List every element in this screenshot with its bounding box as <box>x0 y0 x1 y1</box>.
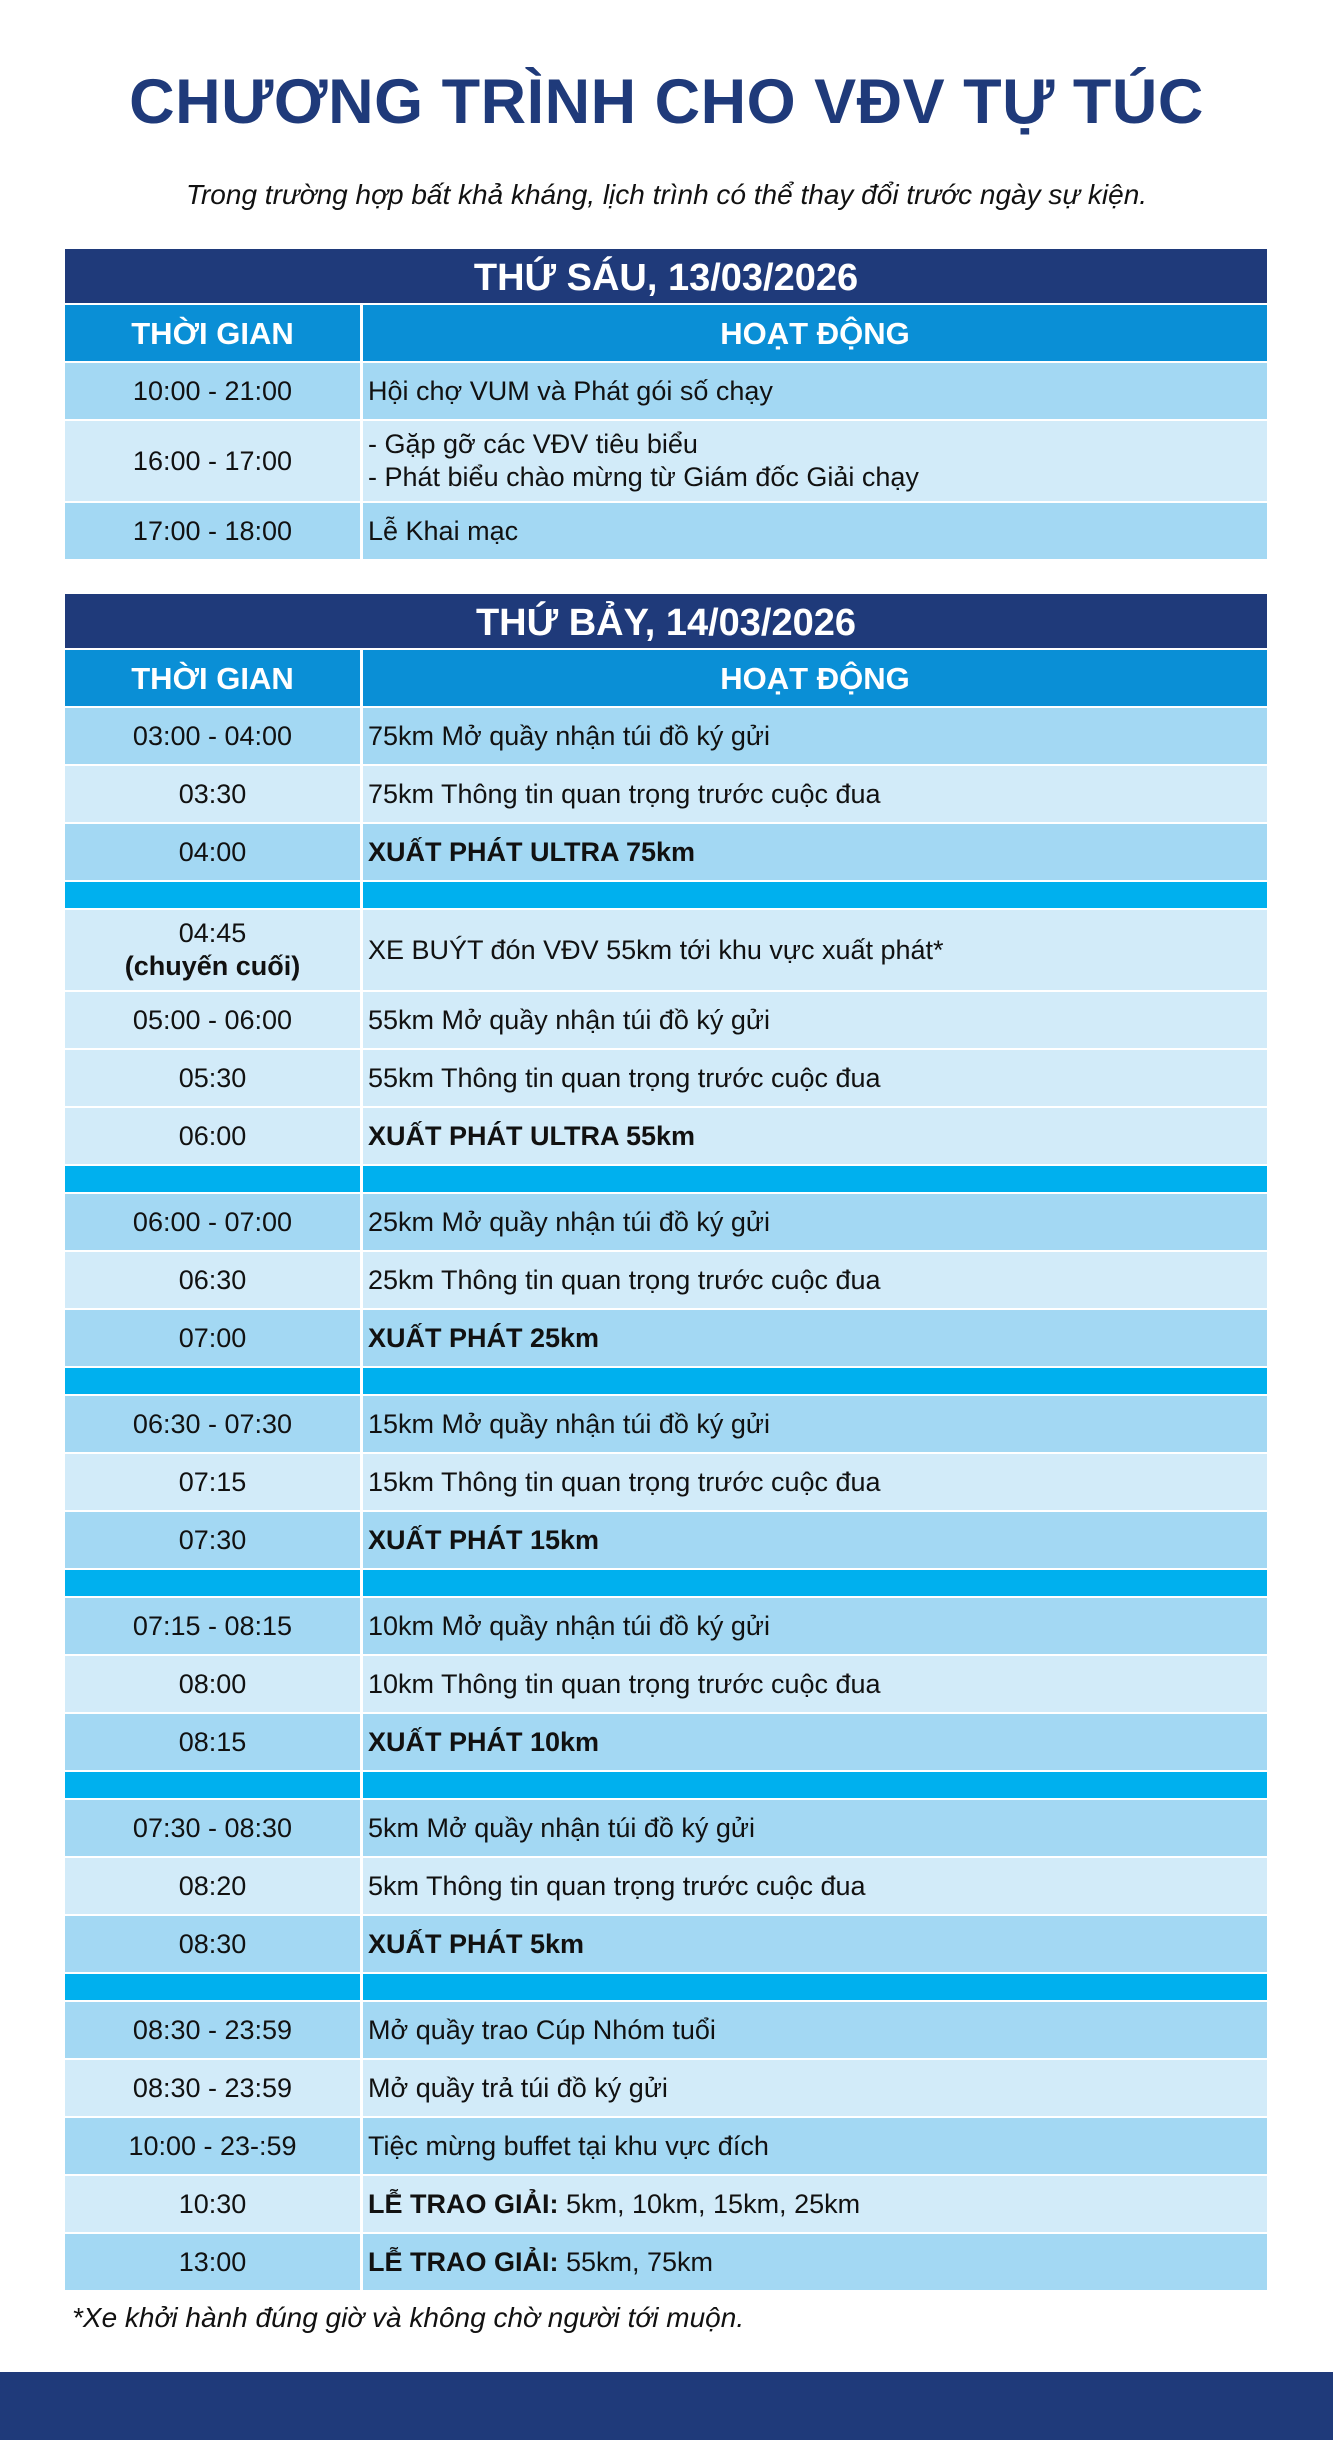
separator-row <box>65 1974 1267 2002</box>
row-activity: 5km Thông tin quan trọng trước cuộc đua <box>368 1870 866 1901</box>
separator-cell <box>363 1368 1267 1394</box>
table-row <box>65 1454 1267 1512</box>
separator-cell <box>363 1974 1267 2000</box>
row-activity: 10km Thông tin quan trọng trước cuộc đua <box>368 1668 881 1699</box>
table-row <box>65 503 1267 561</box>
row-time: 07:15 <box>65 1454 363 1510</box>
schedule-day-friday <box>65 249 1267 561</box>
time-note: (chuyến cuối) <box>124 951 301 981</box>
row-time: 05:00 - 06:00 <box>65 992 363 1048</box>
row-time: 08:20 <box>65 1858 363 1914</box>
table-row <box>65 1050 1267 1108</box>
table-row <box>65 1916 1267 1974</box>
row-activity <box>363 2176 1267 2232</box>
row-activity: Mở quầy trao Cúp Nhóm tuổi <box>368 2014 716 2045</box>
row-time: 10:00 - 23-:59 <box>65 2118 363 2174</box>
footnote: *Xe khởi hành đúng giờ và không chờ người tới muộn. <box>72 2302 745 2333</box>
award-label: LỄ TRAO GIẢI: <box>368 2246 559 2277</box>
award-label: LỄ TRAO GIẢI: <box>368 2188 559 2219</box>
row-time: 16:00 - 17:00 <box>65 421 363 501</box>
award-distances: 5km, 10km, 15km, 25km <box>558 2188 861 2219</box>
row-activity: 55km Thông tin quan trọng trước cuộc đua <box>368 1062 881 1093</box>
row-activity: 75km Thông tin quan trọng trước cuộc đua <box>368 778 881 809</box>
separator-row <box>65 1368 1267 1396</box>
separator-cell <box>65 1974 363 2000</box>
footer-bar <box>0 2372 1333 2440</box>
row-activity: 15km Mở quầy nhận túi đồ ký gửi <box>368 1408 770 1439</box>
day-header: THỨ SÁU, 13/03/2026 <box>65 249 1267 305</box>
row-activity: 5km Mở quầy nhận túi đồ ký gửi <box>368 1812 755 1843</box>
award-distances: 55km, 75km <box>558 2246 714 2277</box>
table-row <box>65 1598 1267 1656</box>
row-time: 08:30 - 23:59 <box>65 2002 363 2058</box>
table-row <box>65 2060 1267 2118</box>
row-time: 17:00 - 18:00 <box>65 503 363 559</box>
row-time: 08:00 <box>65 1656 363 1712</box>
page-subtitle: Trong trường hợp bất khả kháng, lịch trình có thể thay đổi trước ngày sự kiện. <box>185 179 1148 210</box>
separator-cell <box>65 882 363 908</box>
row-time: 07:30 - 08:30 <box>65 1800 363 1856</box>
row-time <box>65 910 363 990</box>
table-row <box>65 1194 1267 1252</box>
table-row <box>65 1310 1267 1368</box>
row-time: 10:00 - 21:00 <box>65 363 363 419</box>
separator-cell <box>65 1368 363 1394</box>
page-title: CHƯƠNG TRÌNH CHO VĐV TỰ TÚC <box>129 67 1204 137</box>
separator-cell <box>65 1166 363 1192</box>
row-activity: Lễ Khai mạc <box>368 515 519 546</box>
day-header: THỨ BẢY, 14/03/2026 <box>65 594 1267 650</box>
row-time: 06:30 - 07:30 <box>65 1396 363 1452</box>
separator-cell <box>363 882 1267 908</box>
table-row <box>65 2234 1267 2292</box>
separator-cell <box>65 1570 363 1596</box>
row-activity: 10km Mở quầy nhận túi đồ ký gửi <box>368 1610 770 1641</box>
row-time: 07:00 <box>65 1310 363 1366</box>
table-row <box>65 363 1267 421</box>
row-time: 03:30 <box>65 766 363 822</box>
activity-line: - Gặp gỡ các VĐV tiêu biểu <box>368 429 698 459</box>
activity-line: - Phát biểu chào mừng từ Giám đốc Giải chạy <box>368 462 919 492</box>
row-activity-start: XUẤT PHÁT 25km <box>368 1322 600 1353</box>
table-row <box>65 1800 1267 1858</box>
row-activity-start: XUẤT PHÁT ULTRA 75km <box>368 836 696 867</box>
table-row <box>65 2002 1267 2060</box>
table-row <box>65 1858 1267 1916</box>
row-time: 10:30 <box>65 2176 363 2232</box>
column-header-row <box>65 305 1267 363</box>
separator-cell <box>65 1772 363 1798</box>
row-time: 08:30 <box>65 1916 363 1972</box>
row-activity: Hội chợ VUM và Phát gói số chạy <box>368 375 773 406</box>
column-header-row <box>65 650 1267 708</box>
row-activity: 55km Mở quầy nhận túi đồ ký gửi <box>368 1004 770 1035</box>
separator-row <box>65 1772 1267 1800</box>
table-row <box>65 824 1267 882</box>
column-header-time: THỜI GIAN <box>65 305 363 361</box>
table-row <box>65 2176 1267 2234</box>
separator-row <box>65 1166 1267 1194</box>
row-time: 07:15 - 08:15 <box>65 1598 363 1654</box>
row-time: 08:15 <box>65 1714 363 1770</box>
row-time: 07:30 <box>65 1512 363 1568</box>
row-activity: 15km Thông tin quan trọng trước cuộc đua <box>368 1466 881 1497</box>
row-time: 06:30 <box>65 1252 363 1308</box>
separator-cell <box>363 1166 1267 1192</box>
table-row <box>65 1656 1267 1714</box>
row-time: 08:30 - 23:59 <box>65 2060 363 2116</box>
table-row <box>65 992 1267 1050</box>
table-row <box>65 421 1267 503</box>
row-activity-start: XUẤT PHÁT 5km <box>368 1928 585 1959</box>
column-header-activity: HOẠT ĐỘNG <box>720 315 910 351</box>
separator-row <box>65 882 1267 910</box>
table-row <box>65 1108 1267 1166</box>
row-activity-start: XUẤT PHÁT ULTRA 55km <box>368 1120 696 1151</box>
row-activity: 25km Mở quầy nhận túi đồ ký gửi <box>368 1206 770 1237</box>
schedule-day-saturday <box>65 594 1267 2292</box>
row-time: 06:00 - 07:00 <box>65 1194 363 1250</box>
time-value: 04:45 <box>178 918 247 948</box>
column-header-activity: HOẠT ĐỘNG <box>720 660 910 696</box>
row-activity: 25km Thông tin quan trọng trước cuộc đua <box>368 1264 881 1295</box>
row-activity: 75km Mở quầy nhận túi đồ ký gửi <box>368 720 770 751</box>
row-activity: Mở quầy trả túi đồ ký gửi <box>368 2072 668 2103</box>
row-activity-start: XUẤT PHÁT 15km <box>368 1524 600 1555</box>
row-activity-start: XUẤT PHÁT 10km <box>368 1726 600 1757</box>
column-header-time: THỜI GIAN <box>65 650 363 706</box>
table-row <box>65 1714 1267 1772</box>
table-row <box>65 1396 1267 1454</box>
row-activity: XE BUÝT đón VĐV 55km tới khu vực xuất phát* <box>368 934 944 965</box>
separator-cell <box>363 1772 1267 1798</box>
row-time: 04:00 <box>65 824 363 880</box>
separator-cell <box>363 1570 1267 1596</box>
table-row <box>65 910 1267 992</box>
separator-row <box>65 1570 1267 1598</box>
row-activity <box>363 421 1267 501</box>
table-row <box>65 1512 1267 1570</box>
table-row <box>65 1252 1267 1310</box>
table-row <box>65 2118 1267 2176</box>
row-time: 13:00 <box>65 2234 363 2290</box>
row-time: 03:00 - 04:00 <box>65 708 363 764</box>
table-row <box>65 708 1267 766</box>
table-row <box>65 766 1267 824</box>
row-time: 05:30 <box>65 1050 363 1106</box>
row-time: 06:00 <box>65 1108 363 1164</box>
row-activity: Tiệc mừng buffet tại khu vực đích <box>368 2130 769 2161</box>
row-activity <box>363 2234 1267 2290</box>
